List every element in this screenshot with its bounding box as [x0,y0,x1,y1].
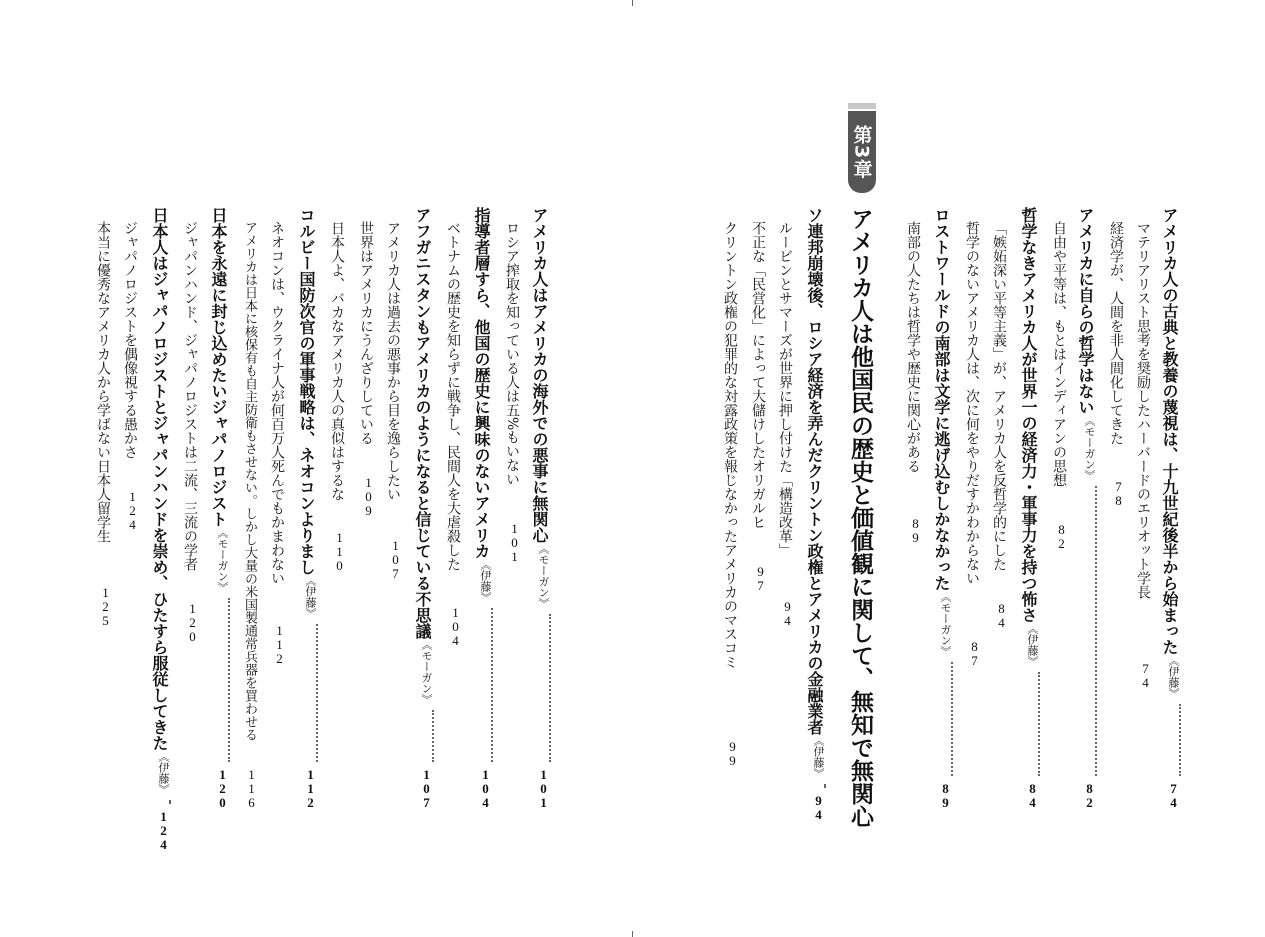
toc-subentry[interactable]: 経済学が、人間を非人間化してきた 78 [1108,221,1126,507]
toc-subentry[interactable]: ネオコンは、ウクライナ人が何百万人死んでもかまわない 112 [269,221,287,665]
toc-entry[interactable]: アフガニスタンもアメリカのようになると信じている不思議 《モーガン》 107 [410,207,434,809]
chapter-tab [848,103,876,193]
toc-subentry[interactable]: アメリカは日本に核保有も自主防衛もさせない。しかし大量の米国製通常兵器を買わせる 116 [242,221,259,809]
leader-dots [929,662,953,776]
toc-entry[interactable]: アメリカに自らの哲学はない 《モーガン》 82 [1073,207,1097,809]
leader-dots [1073,486,1097,776]
toc-subentry[interactable]: マテリアリスト思考を奨励したハーバードのエリオット学長 74 [1135,221,1153,689]
chapter-title: アメリカ人は他国民の歴史と価値観に関して、無知で無関心 [847,207,874,828]
toc-subentry[interactable]: ジャパノロジストを偶像視する愚かさ 124 [122,221,140,531]
toc-entry[interactable]: 指導者層すら、他国の歴史に興味のないアメリカ 《伊藤》 104 [469,207,493,809]
toc-subentry[interactable]: クリントン政権の犯罪的な対露政策を報じなかったアメリカのマスコミ 99 [722,221,740,767]
toc-entry[interactable]: アメリカ人の古典と教養の蔑視は、十九世紀後半から始まった 《伊藤》 74 [1157,207,1181,809]
toc-subentry[interactable]: ジャパンハンド、ジャパノロジストは二流、三流の学者 120 [182,221,200,643]
leader-dots [1157,704,1181,776]
toc-subentry[interactable]: 不正な「民営化」によって大儲けしたオリガルヒ 97 [750,221,768,592]
leader-dots [802,784,826,788]
chapter-number: 第3章 [848,111,876,193]
toc-subentry[interactable]: 自由や平等は、もとはインディアンの思想 82 [1051,221,1069,550]
toc-subentry[interactable]: 本当に優秀なアメリカ人から学ばない日本人留学生 125 [95,221,113,627]
toc-entry[interactable]: ロストワールドの南部は文学に逃げ込むしかなかった 《モーガン》 89 [929,207,953,809]
toc-entry[interactable]: 哲学なきアメリカ人が世界一の経済力・軍事力を持つ怖さ 《伊藤》 84 [1016,207,1040,809]
toc-subentry[interactable]: 日本人よ、バカなアメリカ人の真似はするな 110 [329,221,347,572]
toc-subentry[interactable]: 哲学のないアメリカ人は、次に何をやりだすかわからない 87 [964,221,982,667]
leader-dots [527,614,551,762]
toc-subentry[interactable]: アメリカ人は過去の悪事から目を逸らしたい 107 [385,221,403,580]
leader-dots [469,608,493,762]
toc-subentry[interactable]: 世界はアメリカにうんざりしている 109 [358,221,376,517]
leader-dots [147,800,171,804]
leader-dots [294,624,318,762]
toc-subentry[interactable]: 南部の人たちは哲学や歴史に関心がある 89 [905,221,923,544]
toc-entry[interactable]: アメリカ人はアメリカの海外での悪事に無関心 《モーガン》 101 [527,207,551,809]
trim-mark-bottom [632,931,633,937]
trim-mark-top [632,0,633,6]
leader-dots [410,710,434,762]
chapter-tab-bar [848,103,876,109]
toc-entry[interactable]: 日本を永遠に封じ込めたいジャパノロジスト 《モーガン》 120 [206,207,230,809]
toc-entry[interactable]: コルビー国防次官の軍事戦略は、ネオコンよりまし 《伊藤》 112 [294,207,318,809]
toc-subentry[interactable]: ロシア搾取を知っている人は五%もいない 101 [504,221,522,563]
leader-dots [206,598,230,762]
leader-dots [1016,672,1040,776]
toc-subentry[interactable]: ベトナムの歴史を知らずに戦争し、民間人を大虐殺した 104 [445,221,463,647]
toc-entry[interactable]: 日本人はジャパノロジストとジャパンハンドを崇め、ひたすら服従してきた 《伊藤》 124 [147,207,171,809]
toc-entry[interactable]: ソ連邦崩壊後、ロシア経済を弄んだクリントン政権とアメリカの金融業者 《伊藤》 94 [802,207,826,809]
toc-subentry[interactable]: 「嫉妬深い平等主義」が、アメリカ人を反哲学的にした 84 [991,221,1009,629]
toc-subentry[interactable]: ルービンとサマーズが世界に押し付けた「構造改革」 94 [777,221,795,627]
